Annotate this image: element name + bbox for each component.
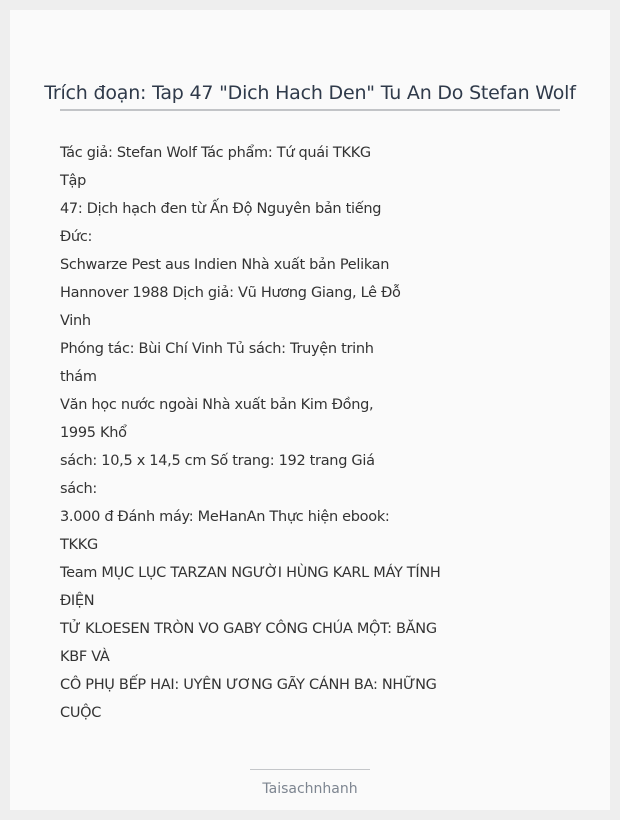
excerpt-body [60, 139, 470, 727]
text-line: Đức: [60, 229, 93, 245]
text-line: 1995 Khổ [60, 425, 127, 441]
text-line: 47: Dịch hạch đen từ Ấn Độ Nguyên bản tiếng [60, 201, 382, 217]
text-line: sách: 10,5 x 14,5 cm Số trang: 192 trang Giá [60, 453, 375, 469]
text-line: KBF VÀ [60, 649, 110, 665]
text-line: Hannover 1988 Dịch giả: Vũ Hương Giang, Lê Đỗ [60, 285, 401, 301]
text-line: sách: [60, 481, 97, 497]
text-line: thám [60, 369, 97, 385]
footer-source-label: Taisachnhanh [262, 781, 358, 797]
text-line: Tập [60, 173, 87, 189]
text-line: CUỘC [60, 705, 102, 721]
text-line: Team MỤC LỤC TARZAN NGƯỜI HÙNG KARL MÁY TÍNH [60, 565, 441, 581]
text-line: TKKG [60, 537, 98, 553]
text-line: Tác giả: Stefan Wolf Tác phẩm: Tứ quái TKKG [60, 145, 371, 161]
text-line: Phóng tác: Bùi Chí Vinh Tủ sách: Truyện trinh [60, 341, 374, 357]
title-divider [60, 109, 560, 111]
footer-divider [250, 769, 370, 770]
text-line: CÔ PHỤ BẾP HAI: UYÊN ƯƠNG GÃY CÁNH BA: NHỮNG [60, 677, 437, 693]
page-title: Trích đoạn: Tap 47 "Dich Hach Den" Tu An Do Stefan Wolf [44, 82, 576, 104]
text-line: TỬ KLOESEN TRÒN VO GABY CÔNG CHÚA MỘT: BĂNG [60, 621, 437, 637]
text-line: Vinh [60, 313, 91, 329]
text-line: Văn học nước ngoài Nhà xuất bản Kim Đồng, [60, 397, 374, 413]
text-line: ĐIỆN [60, 593, 95, 609]
document-card [10, 10, 610, 810]
text-line: 3.000 đ Đánh máy: MeHanAn Thực hiện ebook: [60, 509, 390, 525]
text-line: Schwarze Pest aus Indien Nhà xuất bản Pelikan [60, 257, 390, 273]
